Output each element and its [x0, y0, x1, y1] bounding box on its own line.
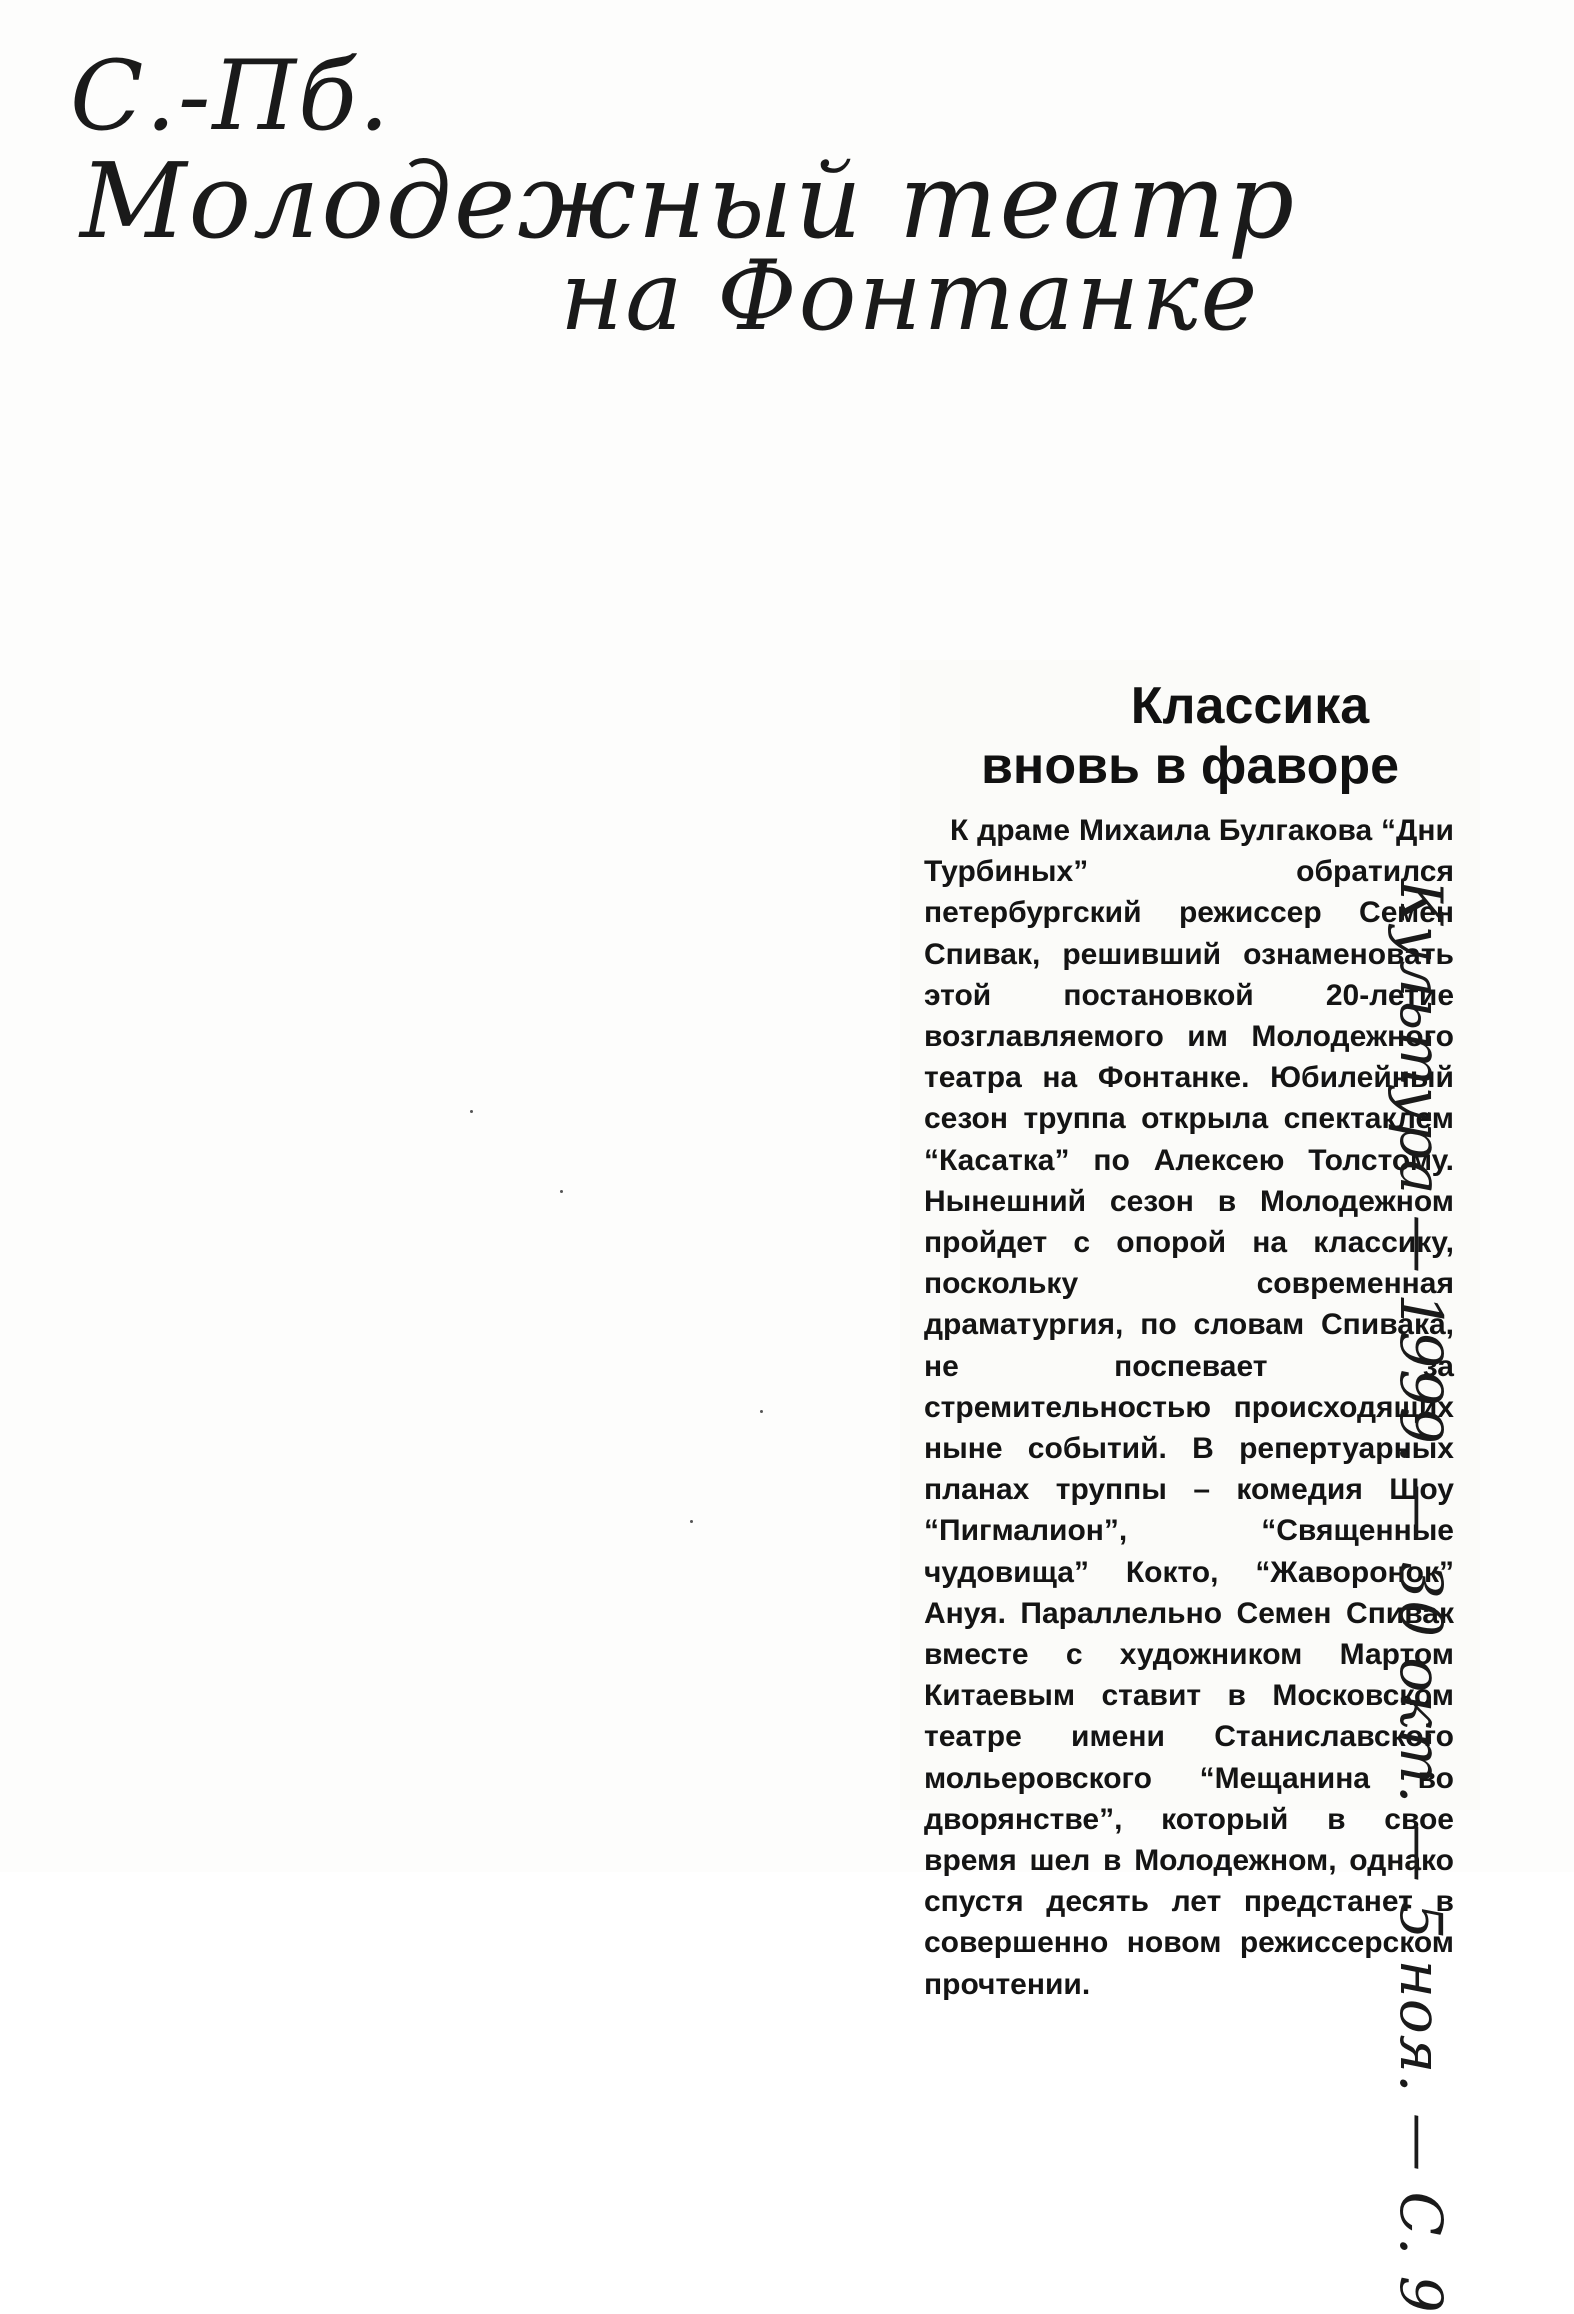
handwritten-theatre-location: на Фонтанке: [560, 240, 1260, 352]
handwritten-city: С.-Пб.: [70, 40, 392, 152]
handwritten-theatre-name: Молодежный театр: [80, 140, 1297, 262]
headline-line-1: Классика: [1130, 677, 1370, 735]
scan-speck: [560, 1190, 563, 1193]
handwritten-source-note: Культура — 1999. — 30 окт. — 5 ноя. — С. 9: [1387, 880, 1455, 2314]
scan-speck: [470, 1110, 473, 1113]
scan-speck: [760, 1410, 763, 1413]
headline-line-2: вновь в фаворе: [980, 737, 1400, 795]
article-body: К драме Михаила Булгакова “Дни Турбиных” обратился петербургский режиссер Семен Спивак, решивший ознаменовать этой постановкой 20-летие возглавляемого им Молодежного театра на Фонтанке. Юбилейный сезон труппа открыла спектаклем “Касатка” по Алексею Толстому. Нынешний сезон в Молодежном пройдет с опорой на классику, поскольку современная драматургия, по словам Спивака, не поспевает за стремительностью происходящих ныне событий. В репертуарных планах труппы – комедия Шоу “Пигмалион”, “Священные чудовища” Кокто, “Жаворонок” Ануя. Параллельно Семен Спивак вместе с художником Мартом Китаевым ставит в Московском театре имени Станиславского мольеровского “Мещанина во дворянстве”, который в свое время шел в Молодежном, однако спустя десять лет предстанет в совершенно новом режиссерском прочтении.: [924, 814, 1454, 2001]
scan-speck: [690, 1520, 693, 1523]
